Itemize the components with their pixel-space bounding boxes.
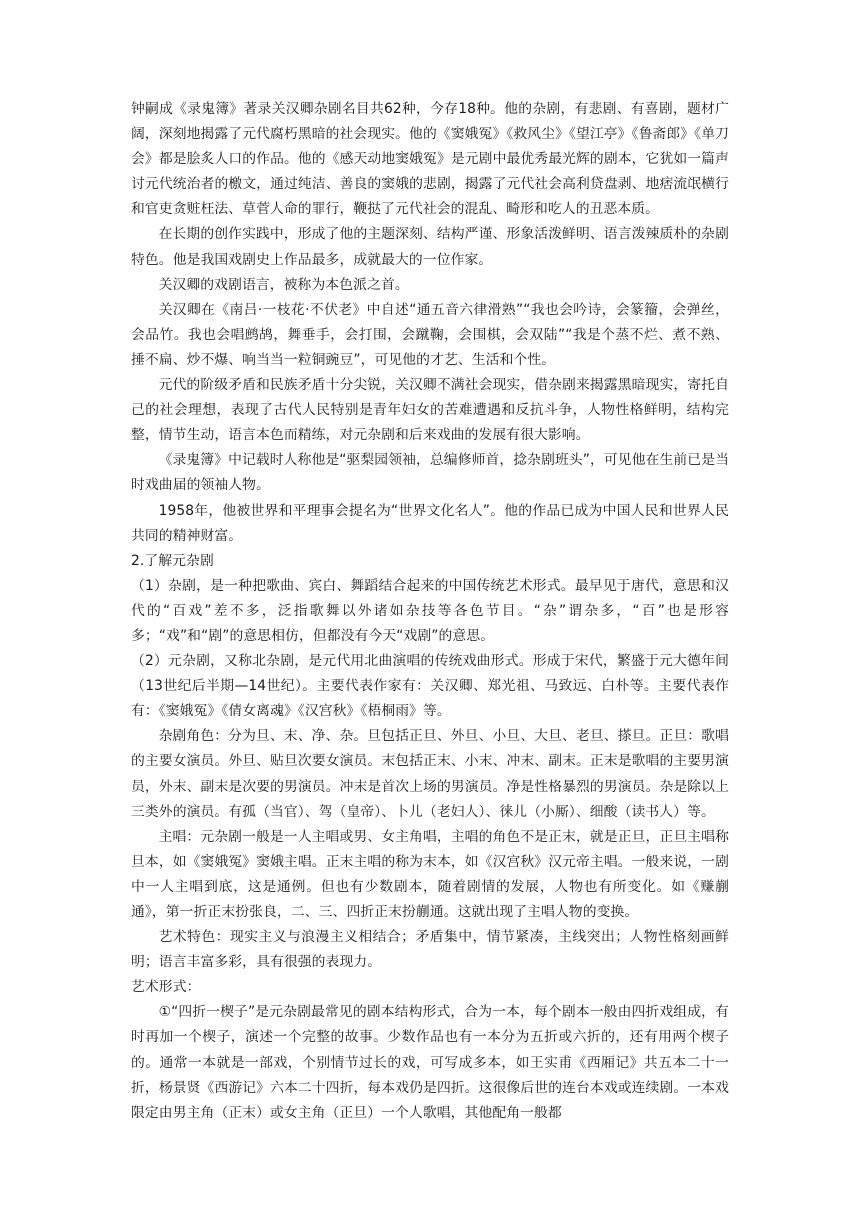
- paragraph-four-acts: ①“四折一楔子”是元杂剧最常见的剧本结构形式，合为一本，每个剧本一般由四折戏组成，有时再加一个楔子，演述一个完整的故事。少数作品也有一本分为五折或六折的，还有用两个楔子的。通常一本就是一部戏，个别情节过长的戏，可写成多本，如王实甫《西厢记》共五本二十一折，杨景贤《西游记》六本二十四折，每本戏仍是四折。这很像后世的连台本戏或连续剧。一本戏限定由男主角（正末）或女主角（正旦）一个人歌唱，其他配角一般都: [131, 1004, 729, 1121]
- paragraph-1958: 1958年，他被世界和平理事会提名为“世界文化名人”。他的作品已成为中国人民和世界人民共同的精神财富。: [131, 502, 729, 544]
- paragraph-yuan-zaju: （2）元杂剧，又称北杂剧，是元代用北曲演唱的传统戏曲形式。形成于宋代，繁盛于元大德年间（13世纪后半期—14世纪）。主要代表作家有：关汉卿、郑光祖、马致远、白朴等。主要代表作有：《窦娥冤》《倩女离魂》《汉宫秋》《梧桐雨》等。: [131, 653, 729, 720]
- document-page: [131, 97, 729, 1126]
- paragraph-lead-singer: 主唱：元杂剧一般是一人主唱或男、女主角唱，主唱的角色不是正末，就是正旦，正旦主唱称旦本，如《窦娥冤》窦娥主唱。正末主唱的称为末本，如《汉宫秋》汉元帝主唱。一般来说，一剧中一人主唱到底，这是通例。但也有少数剧本，随着剧情的发展，人物也有所变化。如《赚蒯通》，第一折正末扮张良，二、三、四折正末扮蒯通。这就出现了主唱人物的变换。: [131, 828, 729, 920]
- paragraph-style: 在长期的创作实践中，形成了他的主题深刻、结构严谨、形象活泼鲜明、语言泼辣质朴的杂剧特色。他是我国戏剧史上作品最多，成就最大的一位作家。: [131, 226, 729, 268]
- paragraph-catalog: 钟嗣成《录鬼簿》著录关汉卿杂剧名目共62种，今存18种。他的杂剧，有悲剧、有喜剧，题材广阔，深刻地揭露了元代腐朽黑暗的社会现实。他的《窦娥冤》《救风尘》《望江亭》《鲁斋郎》《单刀会》都是脍炙人口的作品。他的《感天动地窦娥冤》是元剧中最优秀最光辉的剧本，它犹如一篇声讨元代统治者的檄文，通过纯洁、善良的窦娥的悲剧，揭露了元代社会高利贷盘剥、地痞流氓横行和官吏贪赃枉法、草菅人命的罪行，鞭挞了元代社会的混乱、畸形和吃人的丑恶本质。: [131, 101, 729, 218]
- subheading-art-form: 艺术形式：: [131, 979, 201, 996]
- paragraph-reputation: 《录鬼簿》中记载时人称他是“驱梨园领袖，总编修师首，捻杂剧班头”，可见他在生前已是当时戏曲届的领袖人物。: [131, 452, 729, 494]
- paragraph-roles: 杂剧角色：分为旦、末、净、杂。旦包括正旦、外旦、小旦、大旦、老旦、搽旦。正旦：歌唱的主要女演员。外旦、贴旦次要女演员。末包括正末、小末、冲末、副末。正末是歌唱的主要男演员，外末、副末是次要的男演员。冲末是首次上场的男演员。净是性格暴烈的男演员。杂是除以上三类外的演员。有孤（当官）、驾（皇帝）、卜儿（老妇人）、徕儿（小厮）、细酸（读书人）等。: [131, 728, 729, 820]
- paragraph-language: 关汉卿的戏剧语言，被称为本色派之首。: [158, 276, 409, 293]
- section-heading: 2.了解元杂剧: [131, 552, 214, 569]
- paragraph-artistic-traits: 艺术特色：现实主义与浪漫主义相结合；矛盾集中，情节紧凑，主线突出；人物性格刻画鲜明；语言丰富多彩，具有很强的表现力。: [131, 929, 729, 971]
- paragraph-self-account: 关汉卿在《南吕·一枝花·不伏老》中自述“通五音六律滑熟”“我也会吟诗，会篆籀，会弹丝，会品竹。我也会唱鹧鸪，舞垂手，会打围，会蹴鞠，会围棋，会双陆”“我是个蒸不烂、煮不熟、捶不扁、炒不爆、响当当一粒铜豌豆”，可见他的才艺、生活和个性。: [131, 301, 729, 368]
- paragraph-social-context: 元代的阶级矛盾和民族矛盾十分尖锐，关汉卿不满社会现实，借杂剧来揭露黑暗现实，寄托自己的社会理想，表现了古代人民特别是青年妇女的苦难遭遇和反抗斗争，人物性格鲜明，结构完整，情节生动，语言本色而精练，对元杂剧和后来戏曲的发展有很大影响。: [131, 377, 729, 444]
- paragraph-zaju-definition: （1）杂剧，是一种把歌曲、宾白、舞蹈结合起来的中国传统艺术形式。最早见于唐代，意思和汉代的“百戏”差不多，泛指歌舞以外诸如杂技等各色节目。“杂”谓杂多，“百”也是形容多；“戏”和“剧”的意思相仿，但都没有今天“戏剧”的意思。: [131, 577, 729, 644]
